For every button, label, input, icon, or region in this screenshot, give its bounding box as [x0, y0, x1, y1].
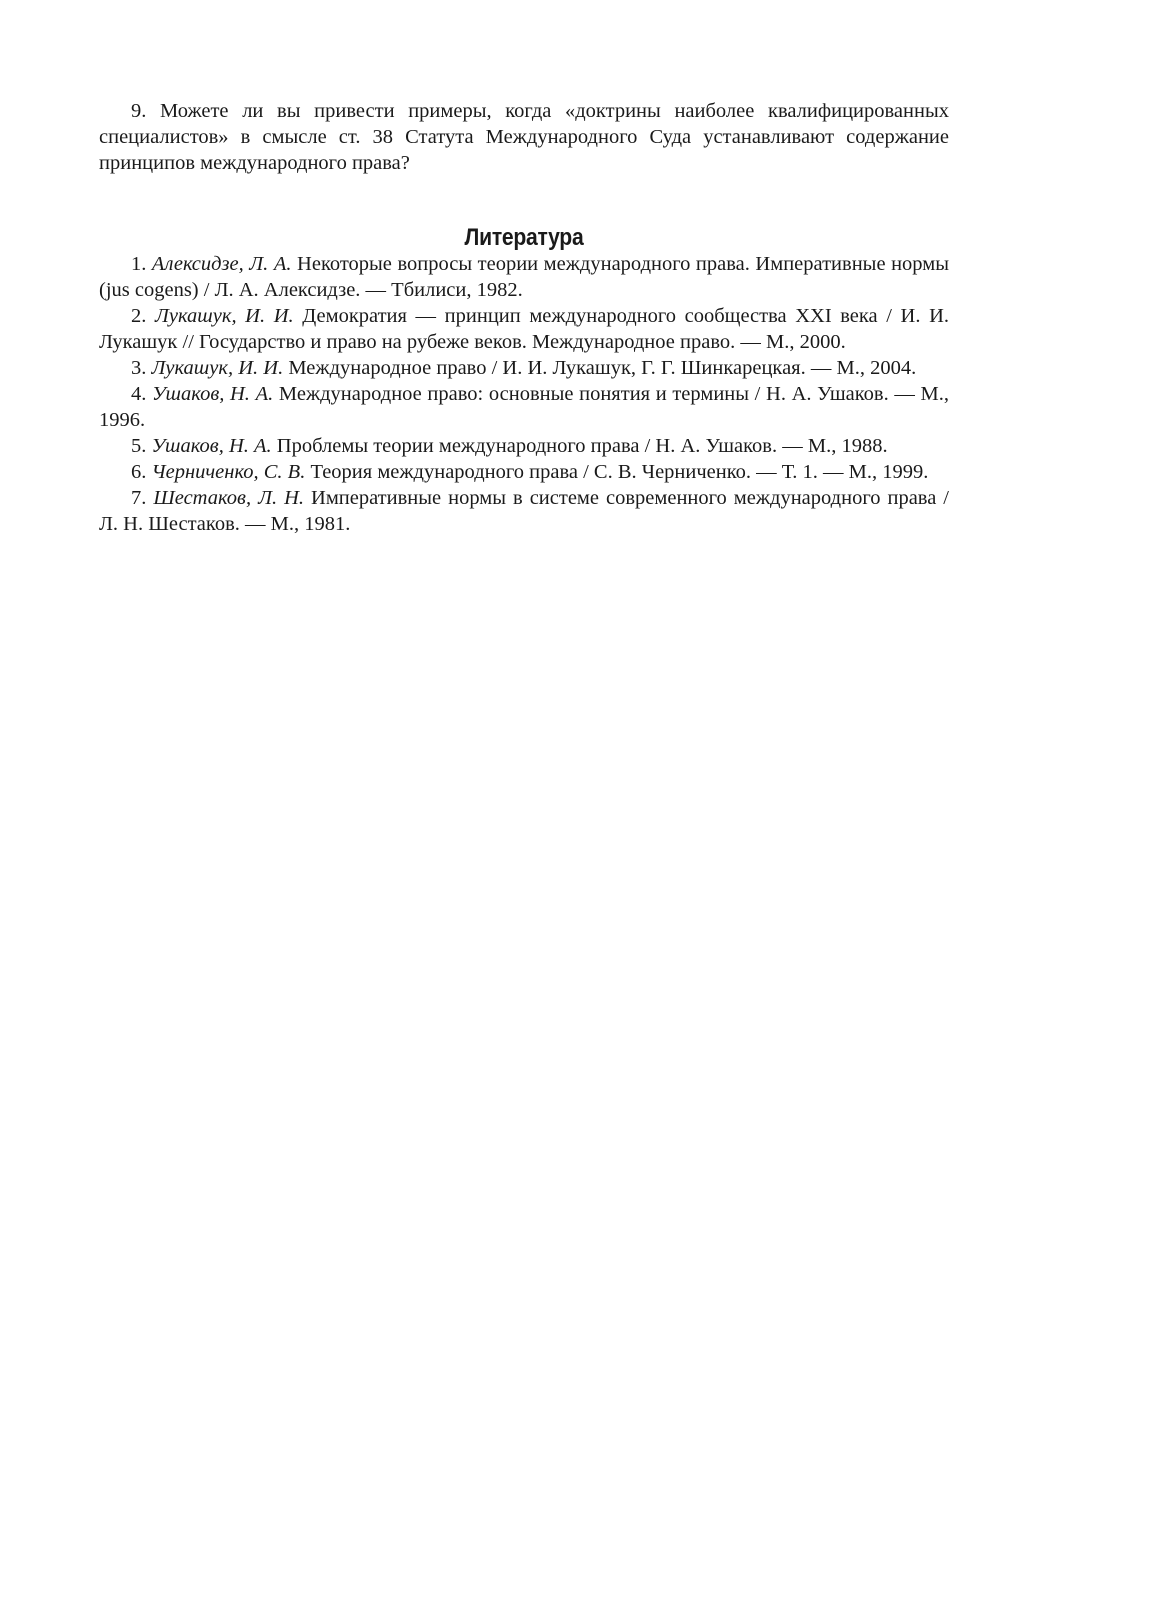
bib-number: 5.	[131, 435, 147, 457]
bib-number: 4.	[131, 383, 147, 405]
bib-number: 7.	[131, 487, 147, 509]
bib-entry-5	[99, 433, 949, 459]
literature-heading: Литература	[464, 223, 584, 251]
bib-number: 1.	[131, 253, 147, 275]
bib-entry-1	[99, 251, 949, 303]
bib-number: 6.	[131, 461, 147, 483]
bib-details: Теория международного права / С. В. Черниченко. — Т. 1. — М., 1999.	[310, 461, 929, 483]
bib-details: Международное право: основные понятия и термины / Н. А. Ушаков. — М., 1996.	[99, 383, 950, 431]
bib-author: Лукашук, И. И.	[154, 305, 294, 327]
bib-details: Императивные нормы в системе современного международного права / Л. Н. Шестаков. — М., 1981.	[99, 487, 950, 535]
bibliography-list	[99, 251, 949, 537]
bib-details: Проблемы теории международного права / Н. А. Ушаков. — М., 1988.	[276, 435, 888, 457]
bib-entry-4	[99, 381, 949, 433]
bib-number: 3.	[131, 357, 147, 379]
bib-author: Ушаков, Н. А.	[151, 435, 272, 457]
bib-entry-3	[99, 355, 949, 381]
bib-entry-7	[99, 485, 949, 537]
bib-number: 2.	[131, 305, 147, 327]
bib-author: Шестаков, Л. Н.	[153, 487, 305, 509]
question-9: 9. Можете ли вы привести примеры, когда «доктрины наиболее квалифицированных специалистов» в смысле ст. 38 Статута Международного Суда устанавливают содержание принципов международного права?	[99, 99, 949, 174]
bib-author: Ушаков, Н. А.	[152, 383, 274, 405]
bib-details: Международное право / И. И. Лукашук, Г. Г. Шинкарецкая. — М., 2004.	[288, 357, 917, 379]
bib-details: Некоторые вопросы теории международного права. Императивные нормы (jus cogens) / Л. А. Алексидзе. — Тбилиси, 1982.	[99, 253, 949, 301]
bib-author: Лукашук, И. И.	[151, 357, 284, 379]
bib-entry-6	[99, 459, 949, 485]
bib-author: Алексидзе, Л. А.	[151, 253, 292, 275]
bib-author: Черниченко, С. В.	[151, 461, 306, 483]
bib-entry-2	[99, 303, 949, 355]
bib-details: Демократия — принцип международного сообщества XXI века / И. И. Лукашук // Государство и право на рубеже веков. Международное право. — М., 2000.	[99, 305, 950, 353]
